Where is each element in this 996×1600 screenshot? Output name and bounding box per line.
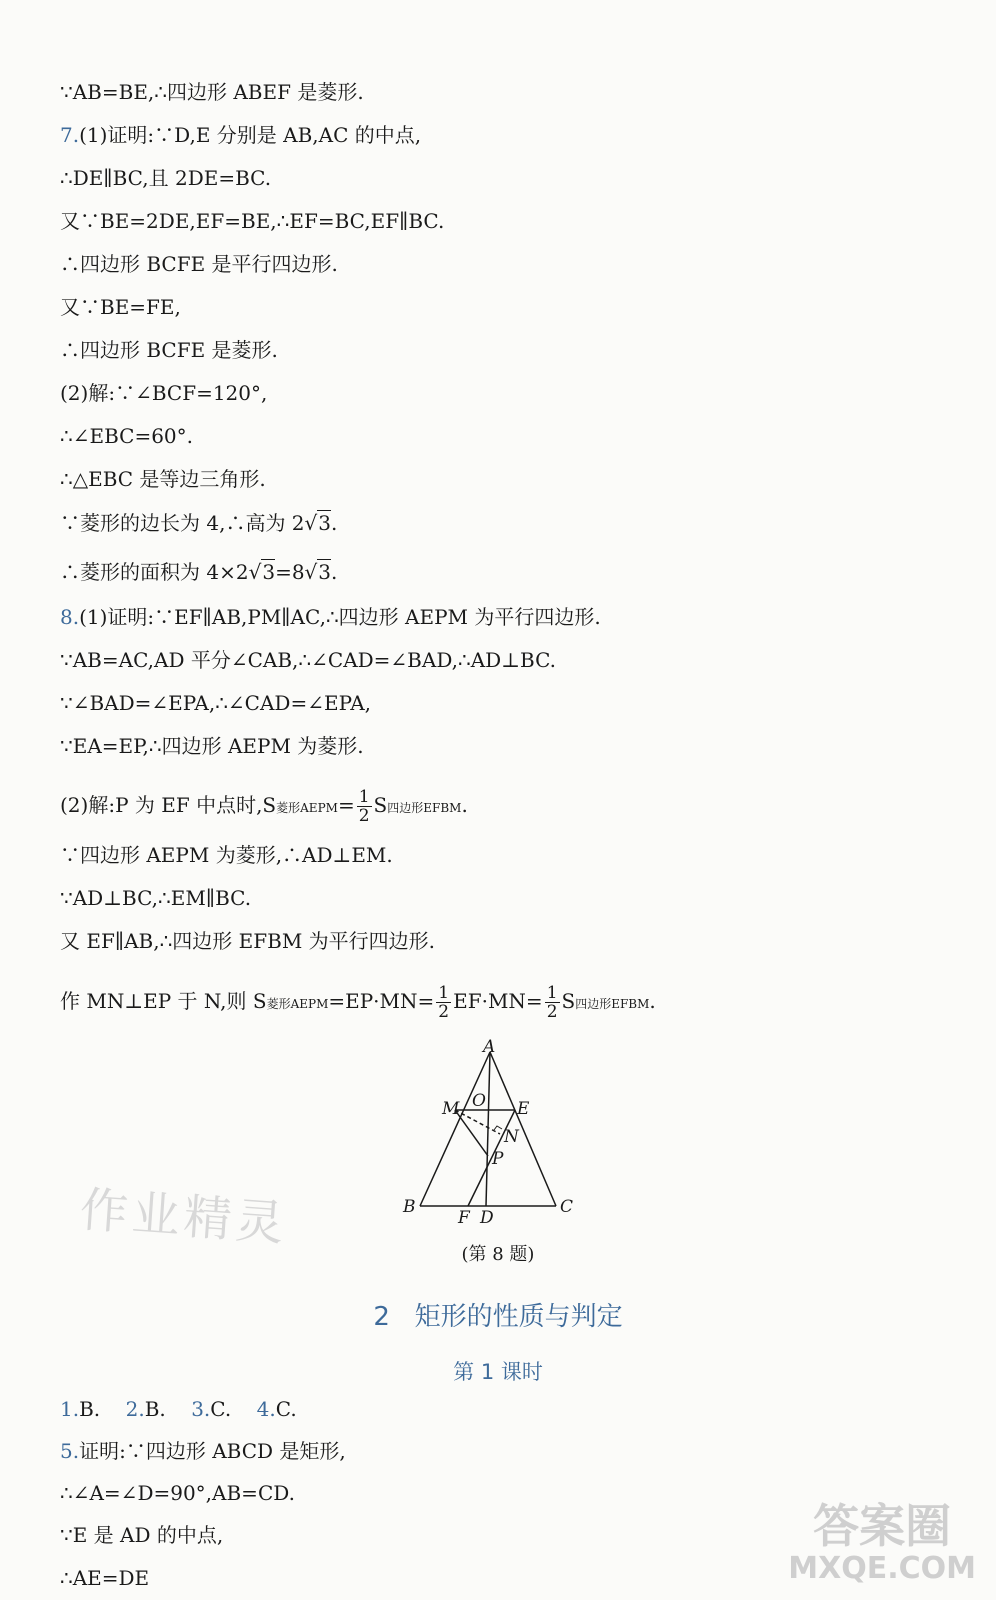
- segment-mn: [455, 1110, 500, 1134]
- problem-number: 2.: [125, 1397, 145, 1421]
- denominator: 2: [438, 1002, 450, 1022]
- segment-ad: [486, 1052, 490, 1206]
- line-text: 证明:∵四边形 ABCD 是矩形,: [79, 1439, 346, 1463]
- line-text: ∵AD⊥BC,∴EM∥BC.: [60, 886, 252, 910]
- text-line: [60, 648, 556, 672]
- problem-number: 8.: [60, 605, 80, 629]
- answer: C.: [275, 1397, 297, 1421]
- text-line: [60, 788, 468, 825]
- segment-ac: [490, 1052, 556, 1206]
- line-text: 又∵BE=2DE,EF=BE,∴EF=BC,EF∥BC.: [60, 209, 445, 233]
- fraction: [545, 984, 560, 1021]
- text-line: [60, 734, 364, 758]
- label-d: D: [480, 1208, 494, 1228]
- subscript: 菱形AEPM: [276, 801, 338, 815]
- label-e: E: [517, 1099, 530, 1119]
- text-line: [60, 1523, 223, 1547]
- line-text: .: [461, 793, 468, 817]
- line-text: ∴DE∥BC,且 2DE=BC.: [60, 166, 272, 190]
- line-text: =EP·MN=: [328, 989, 435, 1013]
- label-f: F: [458, 1208, 470, 1228]
- geometry-figure: [400, 1037, 600, 1242]
- subscript: 菱形AEPM: [266, 997, 329, 1011]
- radicand: 3: [262, 560, 276, 584]
- problem-number: 5.: [60, 1439, 80, 1463]
- label-p: P: [492, 1149, 504, 1169]
- line-text: ∵菱形的边长为 4,∴高为 2: [60, 511, 305, 535]
- line-text: ∵E 是 AD 的中点,: [60, 1523, 224, 1547]
- line-text: 又 EF∥AB,∴四边形 EFBM 为平行四边形.: [60, 929, 436, 953]
- text-line: ∵菱形的边长为 4,∴高为 2√3.: [60, 511, 338, 535]
- fraction: [357, 788, 372, 825]
- line-text: ∴AE=DE: [60, 1566, 150, 1590]
- subscript: 四边形EFBM: [387, 801, 462, 815]
- text-line: [60, 1566, 149, 1590]
- label-c: C: [560, 1197, 574, 1217]
- problem-number: 1.: [60, 1397, 80, 1421]
- text-line: [60, 123, 421, 147]
- logo-url: MXQE.COM: [788, 1551, 976, 1586]
- text-line: [60, 691, 371, 715]
- radicand: 3: [318, 511, 332, 535]
- right-angle-mark: [494, 1126, 502, 1130]
- line-text: ∴四边形 BCFE 是平行四边形.: [60, 252, 338, 276]
- text-line: [60, 424, 193, 448]
- watermark: 作业精灵: [77, 1181, 290, 1253]
- line-text: 作 MN⊥EP 于 N,则 S: [60, 989, 267, 1013]
- line-text: S: [561, 989, 576, 1013]
- logo-text: 答案圈: [813, 1499, 952, 1553]
- line-text: (1)证明:∵D,E 分别是 AB,AC 的中点,: [79, 123, 422, 147]
- line-text: ∵EA=EP,∴四边形 AEPM 为菱形.: [60, 734, 364, 758]
- site-logo: [788, 1500, 976, 1586]
- text-line: [60, 338, 278, 362]
- section-title: 矩形的性质与判定: [414, 1302, 623, 1332]
- text-line: [60, 381, 267, 405]
- lesson-title: 第 1 课时: [453, 1360, 543, 1384]
- answer: B.: [144, 1397, 166, 1421]
- text-line: [60, 886, 251, 910]
- text-line: [60, 80, 364, 104]
- line-text: (1)证明:∵EF∥AB,PM∥AC,∴四边形 AEPM 为平行四边形.: [79, 605, 601, 629]
- line-text: .: [649, 989, 656, 1013]
- subscript: 四边形EFBM: [575, 997, 650, 1011]
- text-line: [60, 984, 656, 1021]
- problem-number: 4.: [256, 1397, 276, 1421]
- line-text: ∴∠EBC=60°.: [60, 424, 194, 448]
- line-text: ∵∠BAD=∠EPA,∴∠CAD=∠EPA,: [60, 691, 371, 715]
- problem-number: 3.: [191, 1397, 211, 1421]
- line-text: ∴△EBC 是等边三角形.: [60, 467, 266, 491]
- line-text: ∵四边形 AEPM 为菱形,∴AD⊥EM.: [60, 843, 393, 867]
- line-text: ∵AB=AC,AD 平分∠CAB,∴∠CAD=∠BAD,∴AD⊥BC.: [60, 648, 557, 672]
- answer: B.: [79, 1397, 101, 1421]
- label-b: B: [403, 1197, 416, 1217]
- radicand: 3: [318, 560, 332, 584]
- line-text: (2)解:∵∠BCF=120°,: [60, 381, 268, 405]
- line-text: .: [331, 560, 338, 584]
- line-text: .: [331, 511, 338, 535]
- line-text: 又∵BE=FE,: [60, 295, 181, 319]
- text-line: [60, 605, 601, 629]
- text-line: [60, 929, 435, 953]
- line-text: S: [373, 793, 388, 817]
- line-text: =: [337, 793, 355, 817]
- line-text: ∵AB=BE,∴四边形 ABEF 是菱形.: [60, 80, 364, 104]
- numerator: 1: [546, 983, 558, 1003]
- fraction: [436, 984, 451, 1021]
- text-line: [60, 467, 266, 491]
- label-n: N: [504, 1127, 519, 1147]
- line-text: EF·MN=: [453, 989, 543, 1013]
- text-line: [60, 1481, 295, 1505]
- denominator: 2: [546, 1002, 558, 1022]
- figure-caption: (第 8 题): [461, 1244, 535, 1265]
- label-m: M: [442, 1099, 460, 1119]
- label-o: O: [472, 1091, 486, 1111]
- numerator: 1: [358, 787, 370, 807]
- segment-mp: [455, 1110, 488, 1156]
- text-line: [60, 295, 181, 319]
- text-line: [60, 1439, 346, 1463]
- problem-number: 7.: [60, 123, 80, 147]
- text-line: [60, 252, 338, 276]
- line-text: (2)解:P 为 EF 中点时,S: [60, 793, 277, 817]
- line-text: =8: [275, 560, 305, 584]
- text-line: [60, 843, 393, 867]
- section-number: 2: [373, 1302, 390, 1332]
- label-a: A: [483, 1037, 496, 1057]
- line-text: ∴菱形的面积为 4×2: [60, 560, 249, 584]
- text-line: ∴菱形的面积为 4×2√3=8√3.: [60, 560, 338, 584]
- answers-line: [60, 1397, 297, 1421]
- line-text: ∴四边形 BCFE 是菱形.: [60, 338, 278, 362]
- denominator: 2: [358, 806, 370, 826]
- section-heading: [0, 1296, 996, 1333]
- text-line: [60, 209, 444, 233]
- numerator: 1: [438, 983, 450, 1003]
- answer: C.: [210, 1397, 232, 1421]
- line-text: ∴∠A=∠D=90°,AB=CD.: [60, 1481, 295, 1505]
- text-line: [60, 166, 271, 190]
